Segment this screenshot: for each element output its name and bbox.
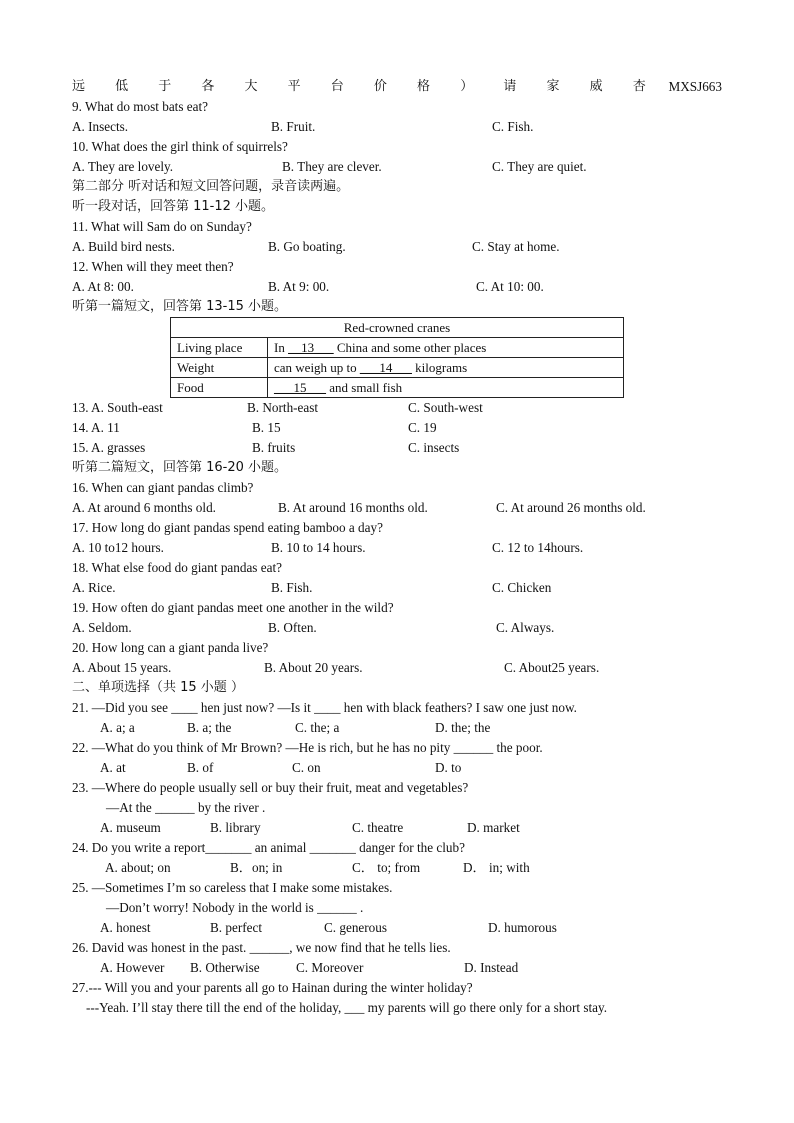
question-stem: 22. —What do you think of Mr Brown? —He is rich, but he has no pity ______ the poor. [72,740,543,755]
option-a: 13. A. South-east [72,400,163,415]
option-c: C. Moreover [296,960,364,975]
question-17-options [72,538,722,558]
option-b: B. Go boating. [268,239,346,254]
option-c: C. They are quiet. [492,159,587,174]
question-stem: 17. How long do giant pandas spend eating bamboo a day? [72,520,383,535]
question-17 [72,518,722,538]
question-22 [72,738,722,758]
question-stem: 21. —Did you see ____ hen just now? —Is it ____ hen with black feathers? I saw one just now. [72,700,577,715]
question-stem: 10. What does the girl think of squirrels? [72,139,288,154]
option-c: C. At 10: 00. [476,279,544,294]
option-c: C. Always. [496,620,555,635]
row-value: In __13___ China and some other places [268,338,624,358]
option-d: D. Instead [464,960,519,975]
section-2-heading: 二、单项选择（共 15 小题 ） [72,680,244,695]
question-22-options [72,758,722,778]
part-2-heading: 第二部分 听对话和短文回答问题，录音读两遍。 [72,179,350,194]
question-24 [72,838,722,858]
dialog-instruction: 听一段对话，回答第 11-12 小题。 [72,199,275,214]
row-label: Food [171,378,268,398]
option-d: D． in; with [463,860,530,875]
header-left-text: 远 低 于 各 大 平 台 价 格 ） 请 家 威 杏 [72,79,659,94]
option-a: 14. A. 11 [72,420,120,435]
question-10-options [72,157,722,177]
question-stem-2: —Don’t worry! Nobody in the world is ______ . [106,900,364,915]
option-b: B. 15 [252,420,281,435]
option-a: A. However [100,960,165,975]
question-stem: 9. What do most bats eat? [72,99,208,114]
question-stem: 16. When can giant pandas climb? [72,480,254,495]
question-12 [72,257,722,277]
option-c: C. About25 years. [504,660,600,675]
question-10 [72,137,722,157]
question-13-options [72,398,722,418]
option-b: B. Often. [268,620,317,635]
option-a: A. They are lovely. [72,159,174,174]
question-stem: 25. —Sometimes I’m so careless that I make some mistakes. [72,880,393,895]
row-label: Weight [171,358,268,378]
option-c: C. 12 to 14hours. [492,540,584,555]
option-b: B. Fruit. [271,119,316,134]
question-23 [72,778,722,798]
option-b: B. North-east [247,400,319,415]
question-12-options [72,277,722,297]
question-stem: 20. How long can a giant panda live? [72,640,269,655]
table-row [171,358,624,378]
question-9 [72,97,722,117]
passage-1-instruction: 听第一篇短文，回答第 13-15 小题。 [72,299,288,314]
row-value: ___15___ and small fish [268,378,624,398]
question-14-options [72,418,722,438]
option-c: C. insects [408,440,460,455]
question-24-options [72,858,722,878]
option-c: C. Chicken [492,580,552,595]
question-stem: 19. How often do giant pandas meet one another in the wild? [72,600,394,615]
option-b: B. Fish. [271,580,313,595]
question-25-options [72,918,722,938]
question-18-options [72,578,722,598]
question-27 [72,978,722,998]
table-title: Red-crowned cranes [171,318,624,338]
option-b: B. 10 to 14 hours. [271,540,366,555]
row-label: Living place [171,338,268,358]
option-c: C. 19 [408,420,437,435]
option-a: A. 10 to12 hours. [72,540,164,555]
header-code: MXSJ663 [668,79,722,94]
question-stem-2: —At the ______ by the river . [106,800,266,815]
question-16-options [72,498,722,518]
option-c: C. generous [324,920,387,935]
question-stem: 18. What else food do giant pandas eat? [72,560,282,575]
question-20 [72,638,722,658]
question-23-options [72,818,722,838]
option-a: A. a; a [100,720,135,735]
question-stem: 11. What will Sam do on Sunday? [72,219,252,234]
question-26-options [72,958,722,978]
question-9-options [72,117,722,137]
option-c: C. Stay at home. [472,239,560,254]
exam-page [72,77,722,1018]
option-a: A. About 15 years. [72,660,172,675]
option-d: D. to [435,760,462,775]
blank-15: ___15___ [274,380,326,395]
option-b: B. At around 16 months old. [278,500,428,515]
option-c: C. Fish. [492,119,534,134]
option-a: A. Seldom. [72,620,132,635]
question-18 [72,558,722,578]
option-a: A. honest [100,920,151,935]
option-b: B．on; in [230,860,283,875]
option-b: B. library [210,820,261,835]
question-stem: 12. When will they meet then? [72,259,234,274]
option-a: A. about; on [105,860,171,875]
option-c: C. theatre [352,820,404,835]
question-27-reply: ---Yeah. I’ll stay there till the end of the holiday, ___ my parents will go there only for a short stay. [86,1000,608,1015]
question-23-reply [72,798,722,818]
option-b: B. of [187,760,214,775]
option-b: B. fruits [252,440,296,455]
question-26 [72,938,722,958]
option-b: B. perfect [210,920,262,935]
option-a: A. Rice. [72,580,116,595]
question-19 [72,598,722,618]
cranes-table [170,317,624,398]
question-19-options [72,618,722,638]
question-16 [72,478,722,498]
option-d: D. humorous [488,920,557,935]
option-c: C. the; a [295,720,340,735]
option-b: B. About 20 years. [264,660,363,675]
option-c: C． to; from [352,860,421,875]
option-d: D. the; the [435,720,491,735]
blank-14: ___14___ [359,360,412,375]
question-11-options [72,237,722,257]
question-21 [72,698,722,718]
option-c: C. on [292,760,321,775]
question-stem: 23. —Where do people usually sell or buy their fruit, meat and vegetables? [72,780,469,795]
question-stem: 24. Do you write a report_______ an animal _______ danger for the club? [72,840,465,855]
passage-2-instruction: 听第二篇短文，回答第 16-20 小题。 [72,460,288,475]
option-a: A. At 8: 00. [72,279,134,294]
question-20-options [72,658,722,678]
table-row [171,338,624,358]
question-25-reply [72,898,722,918]
option-a: A. museum [100,820,161,835]
option-a: A. Build bird nests. [72,239,175,254]
table-title-row [171,318,624,338]
page-header [72,77,722,97]
question-stem: 27.--- Will you and your parents all go to Hainan during the winter holiday? [72,980,473,995]
question-21-options [72,718,722,738]
blank-13: __13___ [288,340,334,355]
question-stem: 26. David was honest in the past. ______, we now find that he tells lies. [72,940,451,955]
option-a: A. Insects. [72,119,129,134]
option-b: B. They are clever. [282,159,382,174]
option-c: C. At around 26 months old. [496,500,646,515]
question-15-options [72,438,722,458]
option-b: B. a; the [187,720,232,735]
option-a: 15. A. grasses [72,440,146,455]
table-row [171,378,624,398]
option-a: A. At around 6 months old. [72,500,216,515]
option-d: D. market [467,820,520,835]
question-11 [72,217,722,237]
option-c: C. South-west [408,400,483,415]
option-b: B. Otherwise [190,960,260,975]
option-b: B. At 9: 00. [268,279,330,294]
option-a: A. at [100,760,126,775]
row-value: can weigh up to ___14___ kilograms [268,358,624,378]
question-25 [72,878,722,898]
